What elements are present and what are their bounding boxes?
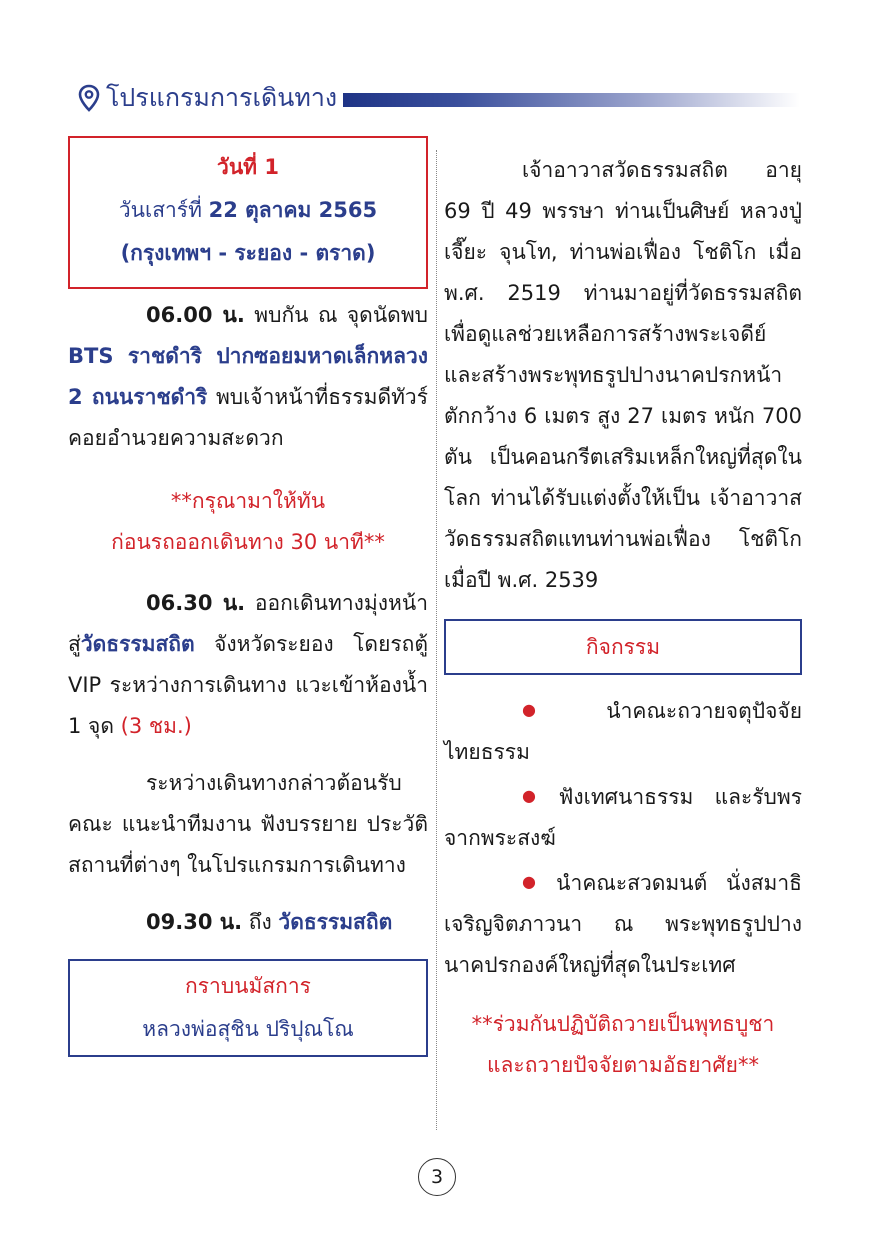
bullet-icon: ● bbox=[522, 700, 599, 719]
activities-box bbox=[444, 619, 802, 675]
activities-title: กิจกรรม bbox=[585, 635, 661, 659]
day-date: วันเสาร์ที่ 22 ตุลาคม 2565 bbox=[118, 198, 378, 222]
day-box bbox=[68, 136, 428, 289]
monk-name: หลวงพ่อสุชิน ปริปุณโณ bbox=[142, 1017, 354, 1041]
bullet-icon: ● bbox=[522, 786, 551, 805]
right-column bbox=[444, 136, 802, 1086]
activity-item: ● นำคณะถวายจตุปัจจัย ไทยธรรม bbox=[444, 699, 802, 764]
day-label: วันที่ 1 bbox=[217, 155, 279, 179]
notice-on-time: **กรุณามาให้ทัน ก่อนรถออกเดินทาง 30 นาที** bbox=[111, 489, 385, 554]
map-pin-icon bbox=[78, 84, 100, 112]
schedule-0930: 09.30 น. ถึง วัดธรรมสถิต bbox=[146, 910, 393, 934]
schedule-briefing: ระหว่างเดินทางกล่าวต้อนรับ คณะ แนะนำทีมงาน ฟังบรรยาย ประวัติสถานที่ต่างๆ ในโปรแกรมการเดินทาง bbox=[68, 771, 428, 877]
activity-item: ● ฟังเทศนาธรรม และรับพร จากพระสงฆ์ bbox=[444, 785, 802, 850]
column-divider bbox=[436, 150, 437, 1130]
schedule-0600: 06.00 น. พบกัน ณ จุดนัดพบ BTS ราชดำริ ปากซอยมหาดเล็กหลวง 2 ถนนราชดำริ พบเจ้าหน้าที่ธรรมดีทัวร์คอยอำนวยความสะดวก bbox=[68, 303, 428, 450]
day-route: (กรุงเทพฯ - ระยอง - ตราด) bbox=[120, 241, 376, 265]
activity-item: ● นำคณะสวดมนต์ นั่งสมาธิ เจริญจิตภาวนา ณ พระพุทธรูปปาง นาคปรกองค์ใหญ่ที่สุดในประเทศ bbox=[444, 871, 802, 977]
abbot-bio: เจ้าอาวาสวัดธรรมสถิต อายุ 69 ปี 49 พรรษา ท่านเป็นศิษย์ หลวงปู่เจี๊ยะ จุนโท, ท่านพ่อเฟื่อง โชติโก เมื่อ พ.ศ. 2519 ท่านมาอยู่ที่วัดธรรมสถิต เพื่อดูแลช่วยเหลือการสร้างพระเจดีย์ และสร้างพระพุทธรูปปางนาคปรกหน้าตักกว้าง 6 เมตร สูง 27 เมตร หนัก 700 ตัน เป็นคอนกรีตเสริมเหล็กใหญ่ที่สุดในโลก ท่านได้รับแต่งตั้งให้เป็น เจ้าอาวาสวัดธรรมสถิตแทนท่านพ่อเฟื่อง โชติโก เมื่อปี พ.ศ. 2539 bbox=[444, 158, 802, 592]
schedule-0630: 06.30 น. ออกเดินทางมุ่งหน้าสู่วัดธรรมสถิต จังหวัดระยอง โดยรถตู้ VIP ระหว่างการเดินทาง แวะเข้าห้องน้ำ 1 จุด (3 ชม.) bbox=[68, 591, 428, 738]
venerate-label: กราบนมัสการ bbox=[185, 974, 311, 998]
left-column bbox=[68, 136, 428, 1057]
section-header bbox=[78, 80, 800, 116]
closing-note: **ร่วมกันปฏิบัติถวายเป็นพุทธบูชา และถวายปัจจัยตามอัธยาศัย** bbox=[471, 1012, 775, 1077]
page-number: 3 bbox=[418, 1158, 456, 1196]
venerate-box bbox=[68, 959, 428, 1057]
activities-list bbox=[444, 689, 802, 986]
bullet-icon: ● bbox=[522, 872, 549, 891]
section-title: โปรแกรมการเดินทาง bbox=[106, 83, 338, 112]
header-gradient-bar bbox=[343, 93, 800, 107]
